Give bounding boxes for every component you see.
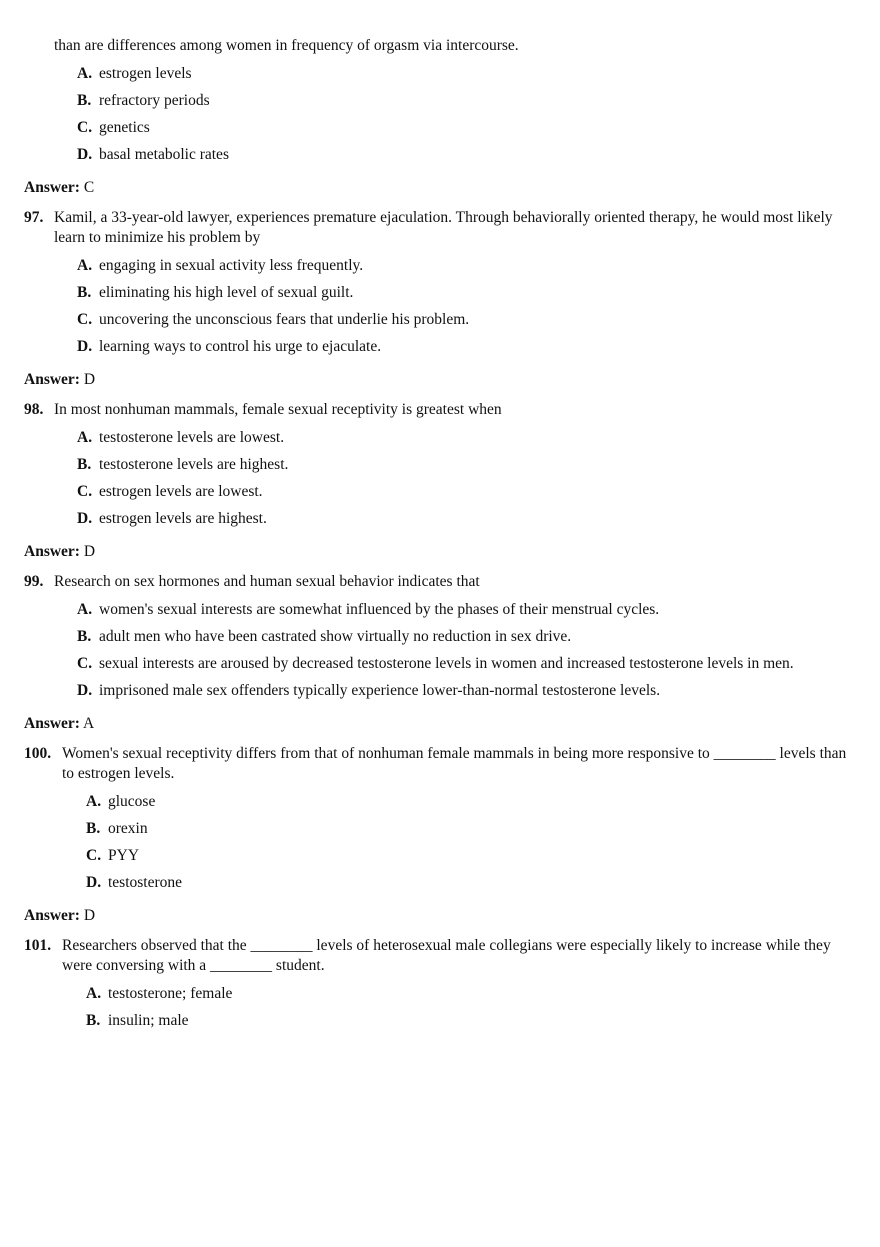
option-letter: A. xyxy=(77,601,93,618)
answer-label: Answer: xyxy=(24,179,80,196)
option-letter: C. xyxy=(77,311,93,328)
question-97-answer xyxy=(24,370,850,390)
option-text: testosterone levels are highest. xyxy=(99,456,289,473)
option-a xyxy=(24,256,850,276)
answer-value: D xyxy=(83,543,96,560)
option-text: engaging in sexual activity less frequently. xyxy=(99,257,364,274)
answer-value: A xyxy=(83,715,95,732)
option-d xyxy=(24,509,850,529)
option-letter: B. xyxy=(86,820,101,837)
option-a xyxy=(24,984,850,1004)
option-letter: B. xyxy=(86,1012,101,1029)
option-letter: D. xyxy=(86,874,102,891)
option-letter: C. xyxy=(77,483,93,500)
question-99 xyxy=(24,572,850,592)
question-number: 98. xyxy=(24,401,44,418)
option-text: genetics xyxy=(99,119,150,136)
option-letter: B. xyxy=(77,456,92,473)
option-text: PYY xyxy=(108,847,140,864)
option-b xyxy=(24,283,850,303)
option-letter: B. xyxy=(77,284,92,301)
option-c xyxy=(24,118,850,138)
option-letter: D. xyxy=(77,338,93,355)
option-letter: C. xyxy=(86,847,102,864)
answer-value: D xyxy=(83,371,96,388)
option-letter: A. xyxy=(86,793,102,810)
option-text: basal metabolic rates xyxy=(99,146,229,163)
option-letter: B. xyxy=(77,92,92,109)
option-d xyxy=(24,873,850,893)
question-number: 97. xyxy=(24,209,44,226)
option-text: refractory periods xyxy=(99,92,210,109)
option-letter: D. xyxy=(77,146,93,163)
option-letter: C. xyxy=(77,119,93,136)
option-c xyxy=(24,846,850,866)
question-98-answer xyxy=(24,542,850,562)
answer-value: C xyxy=(83,179,95,196)
question-stem: Women's sexual receptivity differs from that of nonhuman female mammals in being more responsive to ________ levels than to estrogen levels. xyxy=(62,745,847,782)
question-96-options xyxy=(24,64,850,165)
option-letter: C. xyxy=(77,655,93,672)
question-99-options xyxy=(24,600,850,701)
option-b xyxy=(24,627,850,647)
option-letter: B. xyxy=(77,628,92,645)
option-letter: D. xyxy=(77,510,93,527)
option-text: uncovering the unconscious fears that underlie his problem. xyxy=(99,311,470,328)
question-101 xyxy=(24,936,850,976)
option-text: testosterone xyxy=(108,874,183,891)
option-text: eliminating his high level of sexual guilt. xyxy=(99,284,354,301)
question-96-stem-continuation: than are differences among women in frequency of orgasm via intercourse. xyxy=(54,37,519,54)
option-letter: D. xyxy=(77,682,93,699)
option-text: adult men who have been castrated show virtually no reduction in sex drive. xyxy=(99,628,572,645)
option-text: testosterone levels are lowest. xyxy=(99,429,285,446)
option-text: testosterone; female xyxy=(108,985,233,1002)
question-stem: In most nonhuman mammals, female sexual receptivity is greatest when xyxy=(54,401,502,418)
option-text: women's sexual interests are somewhat influenced by the phases of their menstrual cycles. xyxy=(99,601,660,618)
question-100 xyxy=(24,744,850,784)
answer-label: Answer: xyxy=(24,543,80,560)
option-text: glucose xyxy=(108,793,156,810)
option-d xyxy=(24,145,850,165)
option-letter: A. xyxy=(86,985,102,1002)
option-letter: A. xyxy=(77,429,93,446)
option-text: estrogen levels are lowest. xyxy=(99,483,263,500)
question-stem: Research on sex hormones and human sexual behavior indicates that xyxy=(54,573,480,590)
option-a xyxy=(24,64,850,84)
option-b xyxy=(24,1011,850,1031)
option-d xyxy=(24,681,850,701)
question-99-answer xyxy=(24,714,850,734)
option-c xyxy=(24,310,850,330)
question-101-options xyxy=(24,984,850,1031)
option-d xyxy=(24,337,850,357)
question-97 xyxy=(24,208,850,248)
option-letter: A. xyxy=(77,257,93,274)
option-a xyxy=(24,792,850,812)
option-a xyxy=(24,600,850,620)
option-b xyxy=(24,91,850,111)
option-c xyxy=(24,654,850,674)
option-a xyxy=(24,428,850,448)
answer-label: Answer: xyxy=(24,371,80,388)
question-98-options xyxy=(24,428,850,529)
question-100-answer xyxy=(24,906,850,926)
option-letter: A. xyxy=(77,65,93,82)
question-number: 99. xyxy=(24,573,44,590)
option-text: learning ways to control his urge to ejaculate. xyxy=(99,338,382,355)
option-text: imprisoned male sex offenders typically experience lower-than-normal testosterone levels. xyxy=(99,682,661,699)
question-stem: Researchers observed that the ________ levels of heterosexual male collegians were especially likely to increase while they were conversing with a ________ student. xyxy=(62,937,831,974)
question-96-answer xyxy=(24,178,850,198)
answer-label: Answer: xyxy=(24,907,80,924)
option-text: estrogen levels are highest. xyxy=(99,510,267,527)
option-c xyxy=(24,482,850,502)
option-text: sexual interests are aroused by decreased testosterone levels in women and increased testosterone levels in men. xyxy=(99,655,794,672)
question-stem: Kamil, a 33-year-old lawyer, experiences premature ejaculation. Through behaviorally oriented therapy, he would most likely learn to minimize his problem by xyxy=(54,209,833,246)
option-b xyxy=(24,455,850,475)
answer-value: D xyxy=(83,907,96,924)
option-text: insulin; male xyxy=(108,1012,189,1029)
question-number: 100. xyxy=(24,745,52,762)
option-text: estrogen levels xyxy=(99,65,192,82)
option-text: orexin xyxy=(108,820,148,837)
question-97-options xyxy=(24,256,850,357)
answer-label: Answer: xyxy=(24,715,80,732)
question-number: 101. xyxy=(24,937,52,954)
question-98 xyxy=(24,400,850,420)
option-b xyxy=(24,819,850,839)
question-100-options xyxy=(24,792,850,893)
